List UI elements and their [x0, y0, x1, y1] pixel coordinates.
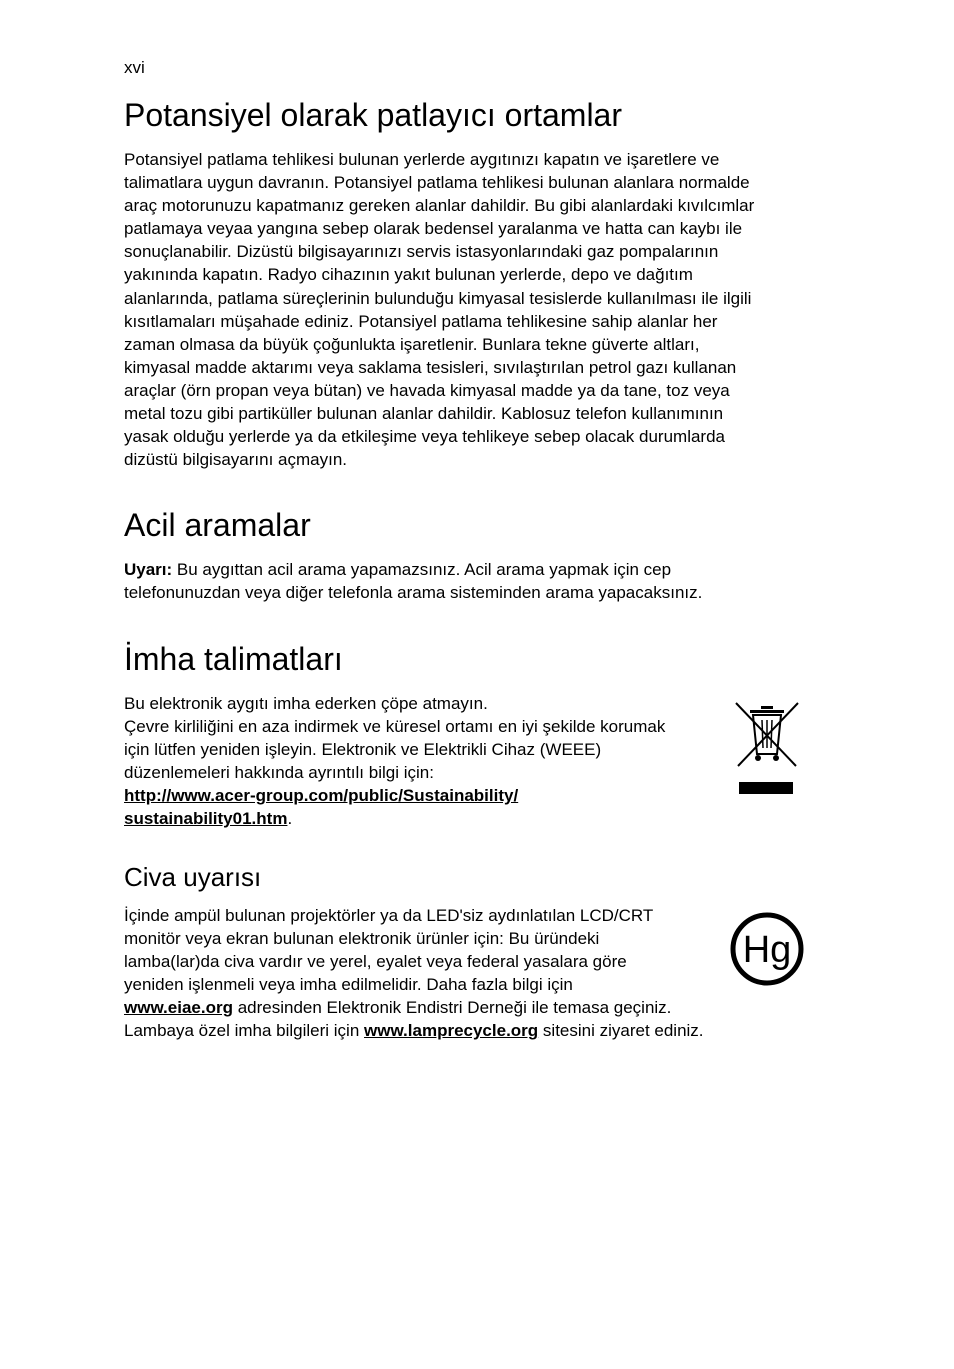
warning-text: Bu aygıttan acil arama yapamazsınız. Acil arama yapmak için cep — [172, 560, 672, 579]
text-line — [124, 996, 704, 1019]
text-line: araç motorunuzu kapatmanız gereken alanlar dahildir. Bu gibi alanlardaki kıvılcımlar — [124, 196, 755, 216]
eiae-suffix: adresinden Elektronik Endistri Derneği ile temasa geçiniz. — [232, 998, 672, 1018]
lamp-prefix: Lambaya özel imha bilgileri için — [124, 1021, 365, 1041]
paragraph-disposal-instructions — [124, 692, 665, 831]
text-line: zaman olmasa da büyük çoğunlukta işaretlenir. Bunlara tekne güverte altları, — [124, 334, 700, 354]
sustainability-link-part2[interactable]: sustainability01.htm — [124, 809, 288, 829]
text-line: Potansiyel patlama tehlikesi bulunan yerlerde aygıtınızı kapatın ve işaretlere ve — [124, 150, 720, 169]
text-line: yakınında kapatın. Radyo cihazının yakıt bulunan yerlerde, depo ve dağıtım — [124, 265, 693, 285]
text-line: lamba(lar)da civa vardır ve yerel, eyalet veya federal yasalara göre — [124, 952, 627, 972]
text-line: sonuçlanabilir. Dizüstü bilgisayarınızı servis istasyonlarındaki gaz pompalarının — [124, 242, 719, 262]
text-line: talimatlara uygun davranın. Potansiyel patlama tehlikesi bulunan alanlara normalde — [124, 173, 750, 193]
text-line: telefonunuzdan veya diğer telefonla arama sisteminden arama yapacaksınız. — [124, 583, 703, 603]
heading-emergency-calls: Acil aramalar — [124, 507, 311, 543]
text-line: patlamaya veyaa yangına sebep olarak bedensel yaralanma ve hatta can kaybı ile — [124, 219, 743, 239]
text-line: monitör veya ekran bulunan elektronik ürünler için: Bu üründeki — [124, 929, 600, 949]
text-line: İçinde ampül bulunan projektörler ya da LED'siz aydınlatılan LCD/CRT — [124, 906, 654, 925]
heading-mercury-warning: Civa uyarısı — [124, 862, 262, 892]
heading-explosive-environments: Potansiyel olarak patlayıcı ortamlar — [124, 97, 622, 133]
text-line: alanlarında, patlama süreçlerinin bulunduğu kimyasal tesislerde kullanılması ile ilgili — [124, 288, 752, 308]
paragraph-mercury-warning — [124, 904, 704, 1043]
weee-crossed-bin-icon — [733, 700, 801, 796]
lamprecycle-link[interactable]: www.lamprecycle.org — [364, 1021, 539, 1041]
text-line — [124, 807, 665, 830]
mercury-hg-icon — [729, 911, 805, 987]
text-line: düzenlemeleri hakkında ayrıntılı bilgi için: — [124, 763, 434, 783]
page-number: xvi — [124, 58, 145, 77]
warning-label: Uyarı: — [124, 560, 173, 579]
hg-symbol-text: Hg — [742, 929, 792, 971]
paragraph-explosive-environments — [124, 148, 754, 471]
paragraph-emergency-calls — [124, 558, 702, 604]
text-line: yeniden işlenmeli veya imha edilmelidir. Daha fazla bilgi için — [124, 975, 573, 995]
text-line — [124, 558, 702, 581]
text-line — [124, 1019, 704, 1042]
text-line: Bu elektronik aygıtı imha ederken çöpe atmayın. — [124, 694, 488, 713]
text-line: araçlar (örn propan veya bütan) ve havada kimyasal madde ya da tane, toz veya — [124, 380, 730, 400]
text-line: için lütfen yeniden işleyin. Elektronik ve Elektrikli Cihaz (WEEE) — [124, 740, 602, 760]
text-line: kimyasal madde aktarımı veya saklama tesisleri, sıvılaştırılan petrol gazı kullanan — [124, 357, 737, 377]
text-line: metal tozu gibi partiküller bulunan alanlar dahildir. Kablosuz telefon kullanımının — [124, 404, 724, 424]
lamp-suffix: sitesini ziyaret ediniz. — [538, 1021, 704, 1041]
text-line: kısıtlamaları müşahade ediniz. Potansiyel patlama tehlikesine sahip alanlar her — [124, 311, 718, 331]
link-period: . — [287, 809, 293, 829]
heading-disposal-instructions: İmha talimatları — [124, 641, 343, 677]
text-line: yasak olduğu yerlerde ya da etkileşime veya tehlikeye sebep olacak durumlarda — [124, 427, 726, 447]
sustainability-link-part1[interactable]: http://www.acer-group.com/public/Sustainability/ — [124, 786, 519, 806]
text-line: dizüstü bilgisayarını açmayın. — [124, 450, 347, 470]
eiae-link[interactable]: www.eiae.org — [124, 998, 233, 1018]
text-line: Çevre kirliliğini en aza indirmek ve küresel ortamı en iyi şekilde korumak — [124, 717, 666, 737]
text-line — [124, 784, 665, 807]
